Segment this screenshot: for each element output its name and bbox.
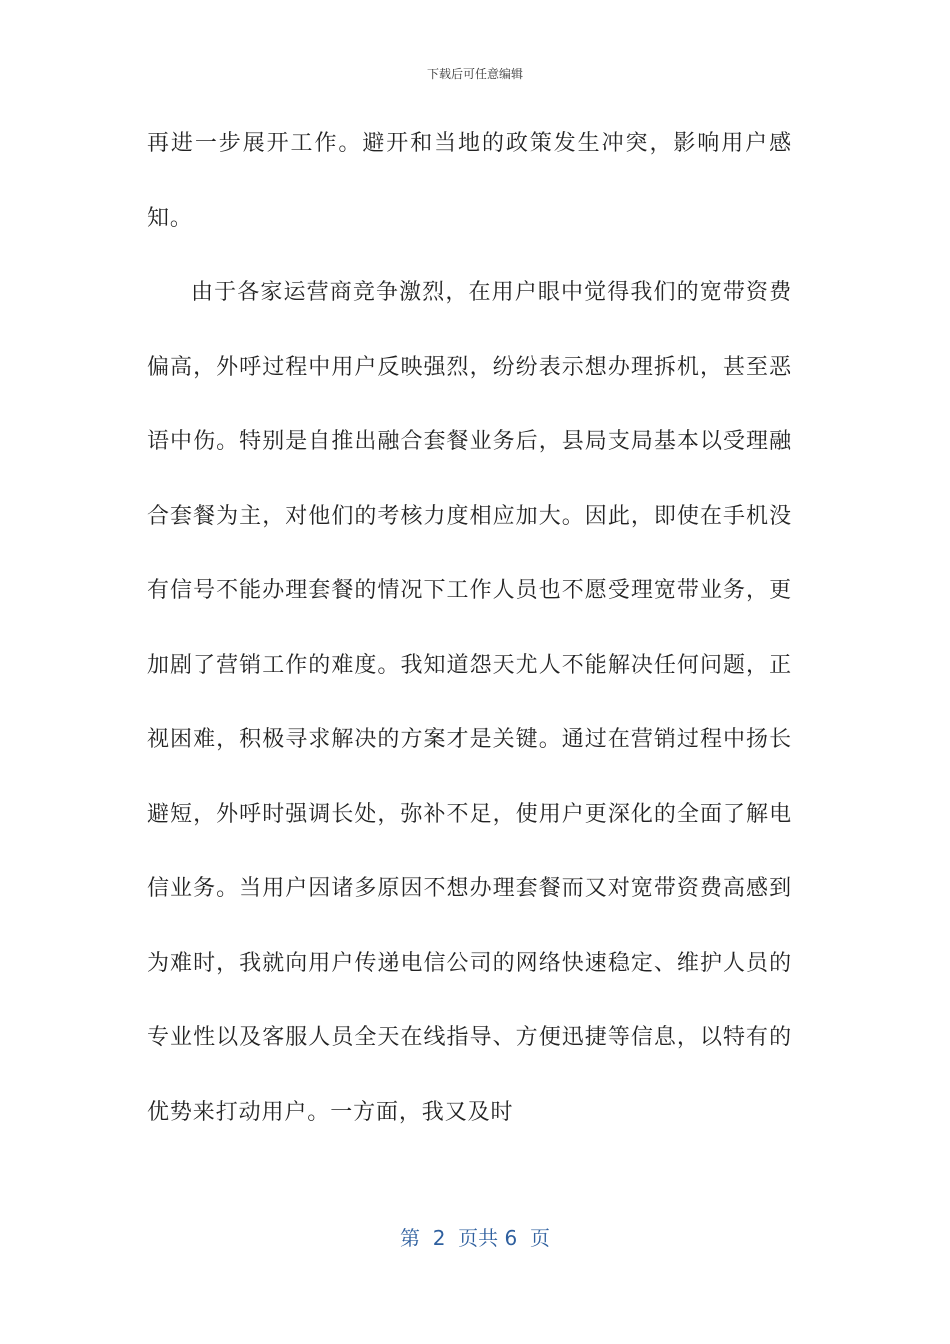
paragraph-1: 再进一步展开工作。避开和当地的政策发生冲突，影响用户感知。: [147, 131, 792, 231]
document-body: [147, 107, 792, 1150]
page-number-footer: 第 2 页共 6 页: [400, 1226, 550, 1250]
paragraph-2: 由于各家运营商竞争激烈，在用户眼中觉得我们的宽带资费偏高，外呼过程中用户反映强烈，纷纷表示想办理拆机，甚至恶语中伤。特别是自推出融合套餐业务后，县局支局基本以受理融合套餐为主，对他们的考核力度相应加大。因此，即使在手机没有信号不能办理套餐的情况下工作人员也不愿受理宽带业务，更加剧了营销工作的难度。我知道怨天尤人不能解决任何问题，正视困难，积极寻求解决的方案才是关键。通过在营销过程中扬长避短，外呼时强调长处，弥补不足，使用户更深化的全面了解电信业务。当用户因诸多原因不想办理套餐而又对宽带资费高感到为难时，我就向用户传递电信公司的网络快速稳定、维护人员的专业性以及客服人员全天在线指导、方便迅捷等信息，以特有的优势来打动用户。一方面，我又及时: [147, 280, 792, 1125]
page-header: 下载后可任意编辑: [426, 67, 523, 81]
